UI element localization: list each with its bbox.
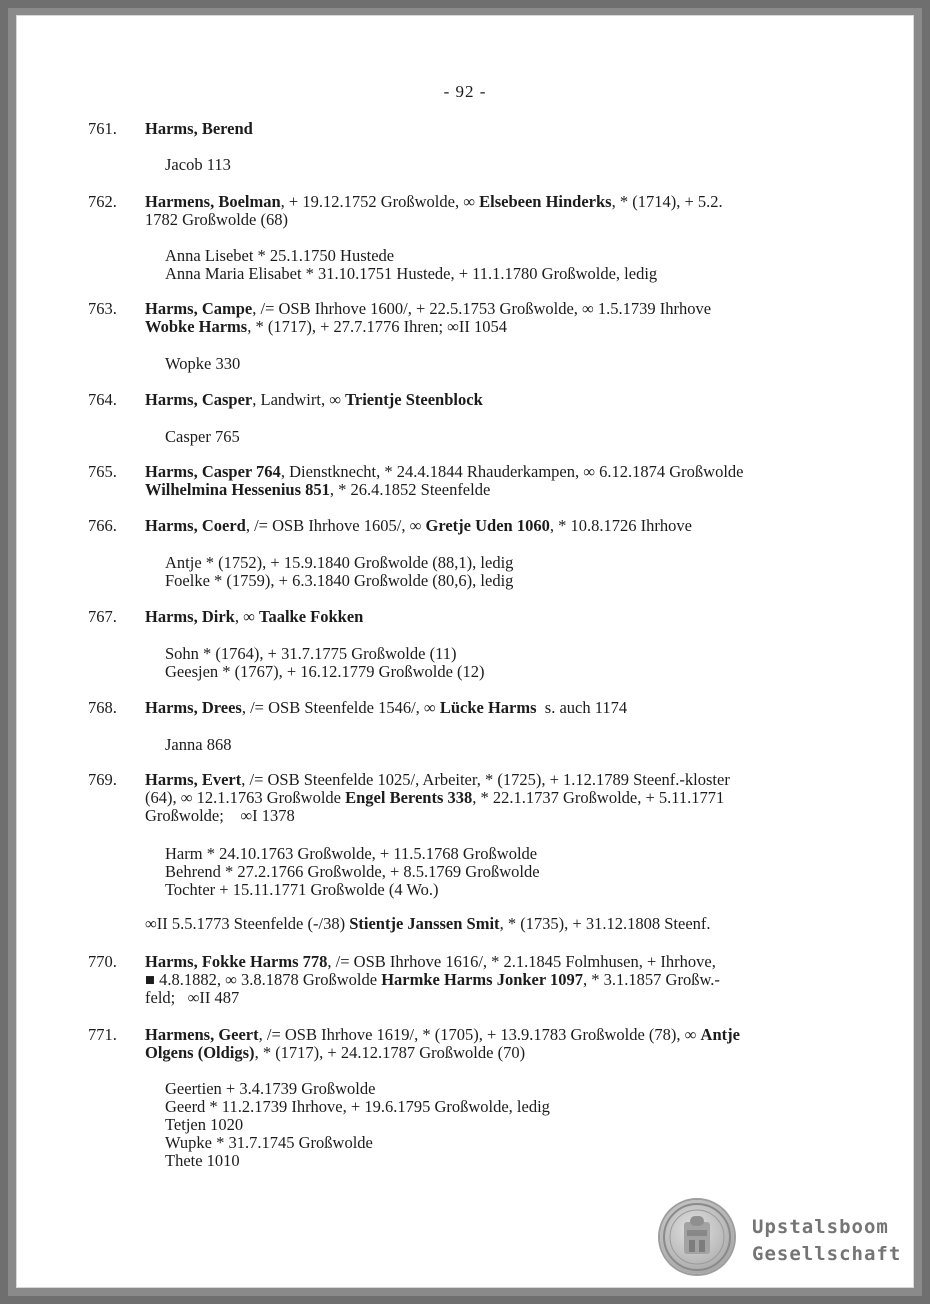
brand-line-2: Gesellschaft xyxy=(752,1243,902,1265)
entry-heading: Harms, Drees, /= OSB Steenfelde 1546/, ∞ Lücke Harms s. auch 1174 xyxy=(145,698,628,717)
children-list xyxy=(165,428,865,446)
children-list xyxy=(165,736,865,754)
entry-heading: Harms, Coerd, /= OSB Ihrhove 1605/, ∞ Gretje Uden 1060, * 10.8.1726 Ihrhove xyxy=(145,516,692,535)
seal-icon xyxy=(660,1200,734,1274)
brand-line-1: Upstalsboom xyxy=(752,1216,889,1238)
children-list xyxy=(165,1080,865,1170)
seal-emblem-icon xyxy=(660,1200,734,1274)
child-line: Tochter + 15.11.1771 Großwolde (4 Wo.) xyxy=(165,880,439,899)
child-line: Tetjen 1020 xyxy=(165,1115,244,1134)
child-line: Behrend * 27.2.1766 Großwolde, + 8.5.1769 Großwolde xyxy=(165,862,540,881)
entry-number: 770. xyxy=(88,952,117,971)
child-line: Geesjen * (1767), + 16.12.1779 Großwolde (12) xyxy=(165,662,485,681)
child-line: Janna 868 xyxy=(165,735,232,754)
entry-number: 765. xyxy=(88,462,117,481)
entry-heading: Harms, Campe, /= OSB Ihrhove 1600/, + 22.5.1753 Großwolde, ∞ 1.5.1739 Ihrhove Wobke Harms, * (1717), + 27.7.1776 Ihren; ∞II 1054 xyxy=(145,299,712,336)
entry-heading: Harmens, Geert, /= OSB Ihrhove 1619/, * (1705), + 13.9.1783 Großwolde (78), ∞ Antje Olgens (Oldigs), * (1717), + 24.12.1787 Großwolde (70) xyxy=(145,1025,740,1062)
child-line: Harm * 24.10.1763 Großwolde, + 11.5.1768 Großwolde xyxy=(165,844,538,863)
entry-number: 764. xyxy=(88,390,117,409)
child-line: Sohn * (1764), + 31.7.1775 Großwolde (11) xyxy=(165,644,457,663)
entry-heading: Harms, Dirk, ∞ Taalke Fokken xyxy=(145,607,364,626)
child-line: Foelke * (1759), + 6.3.1840 Großwolde (80,6), ledig xyxy=(165,571,514,590)
child-line: Wupke * 31.7.1745 Großwolde xyxy=(165,1133,373,1152)
children-list xyxy=(165,355,865,373)
page-number: - 92 - xyxy=(443,82,487,101)
child-line: Wopke 330 xyxy=(165,354,241,373)
entry-number: 768. xyxy=(88,698,117,717)
children-list xyxy=(165,645,865,681)
entry-number: 761. xyxy=(88,119,117,138)
child-line: Geertien + 3.4.1739 Großwolde xyxy=(165,1079,376,1098)
entry-heading: Harms, Berend xyxy=(145,119,253,138)
entry-number: 762. xyxy=(88,192,117,211)
child-line: Jacob 113 xyxy=(165,155,231,174)
entry-number: 766. xyxy=(88,516,117,535)
child-line: Geerd * 11.2.1739 Ihrhove, + 19.6.1795 Großwolde, ledig xyxy=(165,1097,550,1116)
child-line: Thete 1010 xyxy=(165,1151,240,1170)
entry-heading: Harmens, Boelman, + 19.12.1752 Großwolde, ∞ Elsebeen Hinderks, * (1714), + 5.2. 1782 Großwolde (68) xyxy=(145,192,723,229)
brand-logo-text xyxy=(752,1214,912,1268)
entry-heading: Harms, Casper 764, Dienstknecht, * 24.4.1844 Rhauderkampen, ∞ 6.12.1874 Großwolde Wilhelmina Hessenius 851, * 26.4.1852 Steenfelde xyxy=(145,462,744,499)
entry-number: 771. xyxy=(88,1025,117,1044)
entry-heading: Harms, Casper, Landwirt, ∞ Trientje Steenblock xyxy=(145,390,483,409)
child-line: Antje * (1752), + 15.9.1840 Großwolde (88,1), ledig xyxy=(165,553,514,572)
children-list xyxy=(165,554,865,590)
entry-number: 767. xyxy=(88,607,117,626)
child-line: Anna Maria Elisabet * 31.10.1751 Hustede, + 11.1.1780 Großwolde, ledig xyxy=(165,264,658,283)
children-list xyxy=(165,247,865,283)
child-line: Casper 765 xyxy=(165,427,240,446)
child-line: Anna Lisebet * 25.1.1750 Hustede xyxy=(165,246,395,265)
children-list xyxy=(165,845,865,899)
entry-heading: Harms, Fokke Harms 778, /= OSB Ihrhove 1616/, * 2.1.1845 Folmhusen, + Ihrhove, ■ 4.8.1882, ∞ 3.8.1878 Großwolde Harmke Harms Jonker 1097, * 3.1.1857 Großw.- feld; ∞II 487 xyxy=(145,952,720,1007)
entry-heading: Harms, Evert, /= OSB Steenfelde 1025/, Arbeiter, * (1725), + 1.12.1789 Steenf.-kloster (64), ∞ 12.1.1763 Großwolde Engel Berents 338, * 22.1.1737 Großwolde, + 5.11.1771 Großwolde; ∞I 1378 xyxy=(145,770,730,825)
second-marriage: ∞II 5.5.1773 Steenfelde (-/38) Stientje Janssen Smit, * (1735), + 31.12.1808 Steenf. xyxy=(145,914,711,933)
entry-number: 769. xyxy=(88,770,117,789)
entry-number: 763. xyxy=(88,299,117,318)
children-list xyxy=(165,156,865,174)
